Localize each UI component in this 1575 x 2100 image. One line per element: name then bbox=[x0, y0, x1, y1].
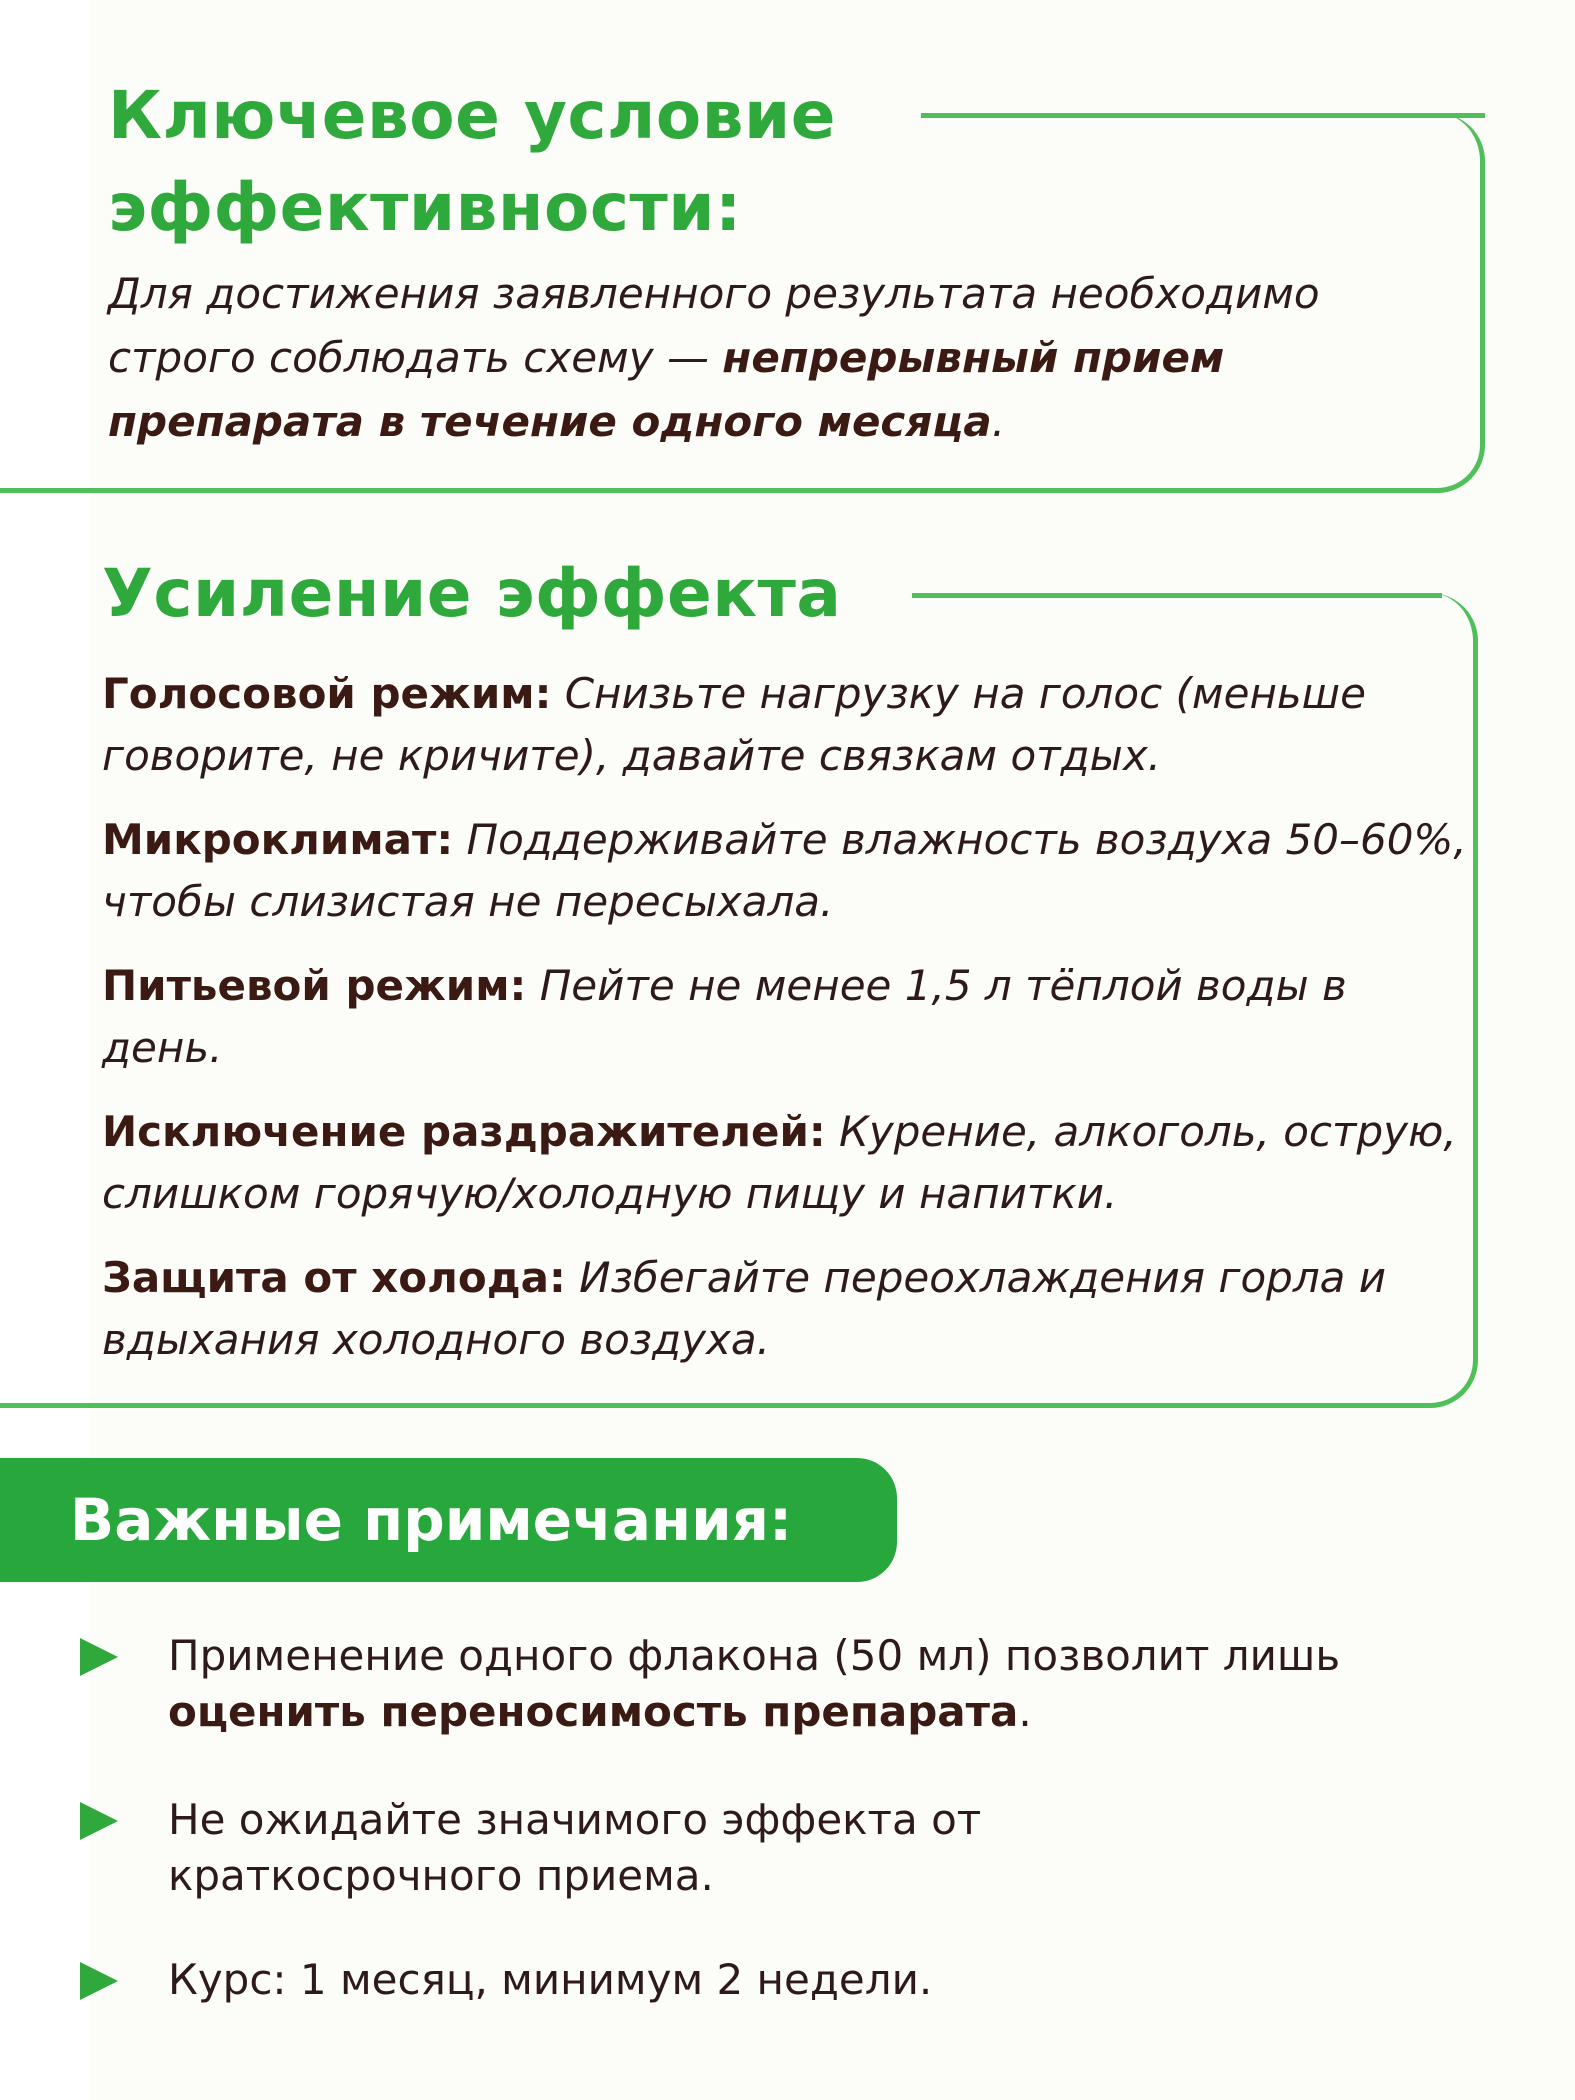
note-text-start: Курс: 1 месяц, минимум 2 недели. bbox=[168, 1955, 933, 2004]
enhancement-item-text: Снизьте нагрузку на голос (меньше говорите, не кричите), давайте связкам отдых. bbox=[102, 669, 1366, 780]
enhancement-item-cold bbox=[102, 1247, 1472, 1371]
key-condition-text-start: Для достижения заявленного результата необходимо строго соблюдать схему — bbox=[108, 269, 1320, 382]
note-item-short-course bbox=[80, 1792, 1380, 1912]
note-text-start: Применение одного флакона (50 мл) позволит лишь bbox=[168, 1631, 1341, 1680]
note-text-bold: оценить переносимость препарата bbox=[168, 1687, 1019, 1736]
enhancement-item-text: Пейте не менее 1,5 л тёплой воды в день. bbox=[102, 961, 1347, 1072]
enhancement-item-label: Микроклимат: bbox=[102, 815, 454, 864]
key-condition-frame-top bbox=[921, 113, 1485, 118]
enhancement-item-text: Курение, алкоголь, острую, слишком горячую/холодную пищу и напитки. bbox=[102, 1107, 1457, 1218]
key-condition-title bbox=[108, 70, 928, 254]
enhancement-item-microclimate bbox=[102, 809, 1472, 933]
key-condition-title-line1: Ключевое условие bbox=[108, 77, 836, 154]
enhancement-item-voice bbox=[102, 663, 1472, 787]
enhancement-frame-top bbox=[912, 593, 1442, 598]
enhancement-item-label: Защита от холода: bbox=[102, 1253, 566, 1302]
key-condition-text bbox=[108, 262, 1478, 454]
triangle-bullet-icon bbox=[80, 1962, 118, 2000]
notes-title: Важные примечания: bbox=[70, 1486, 793, 1554]
note-text bbox=[168, 1628, 1368, 1740]
note-item-course bbox=[80, 1952, 1380, 2012]
key-condition-text-end: . bbox=[991, 397, 1006, 446]
enhancement-item-text: Избегайте переохлаждения горла и вдыхания холодного воздуха. bbox=[102, 1253, 1387, 1364]
note-text-start: Не ожидайте значимого эффекта от краткосрочного приема. bbox=[168, 1795, 982, 1900]
note-text bbox=[168, 1792, 988, 1904]
triangle-bullet-icon bbox=[80, 1802, 118, 1840]
enhancement-item-irritants bbox=[102, 1101, 1472, 1225]
key-condition-title-line2: эффективности: bbox=[108, 169, 742, 246]
note-item-bottle bbox=[80, 1628, 1380, 1748]
enhancement-title: Усиление эффекта bbox=[102, 555, 842, 632]
enhancement-item-label: Исключение раздражителей: bbox=[102, 1107, 826, 1156]
enhancement-item-text: Поддерживайте влажность воздуха 50–60%, чтобы слизистая не пересыхала. bbox=[102, 815, 1467, 926]
enhancement-item-label: Голосовой режим: bbox=[102, 669, 552, 718]
note-text bbox=[168, 1952, 1368, 2008]
enhancement-item-label: Питьевой режим: bbox=[102, 961, 527, 1010]
enhancement-list bbox=[102, 663, 1472, 1393]
note-text-end: . bbox=[1018, 1687, 1032, 1736]
triangle-bullet-icon bbox=[80, 1638, 118, 1676]
key-condition-text-bold: непрерывный прием препарата в течение одного месяца bbox=[108, 333, 1225, 446]
enhancement-item-drinking bbox=[102, 955, 1472, 1079]
